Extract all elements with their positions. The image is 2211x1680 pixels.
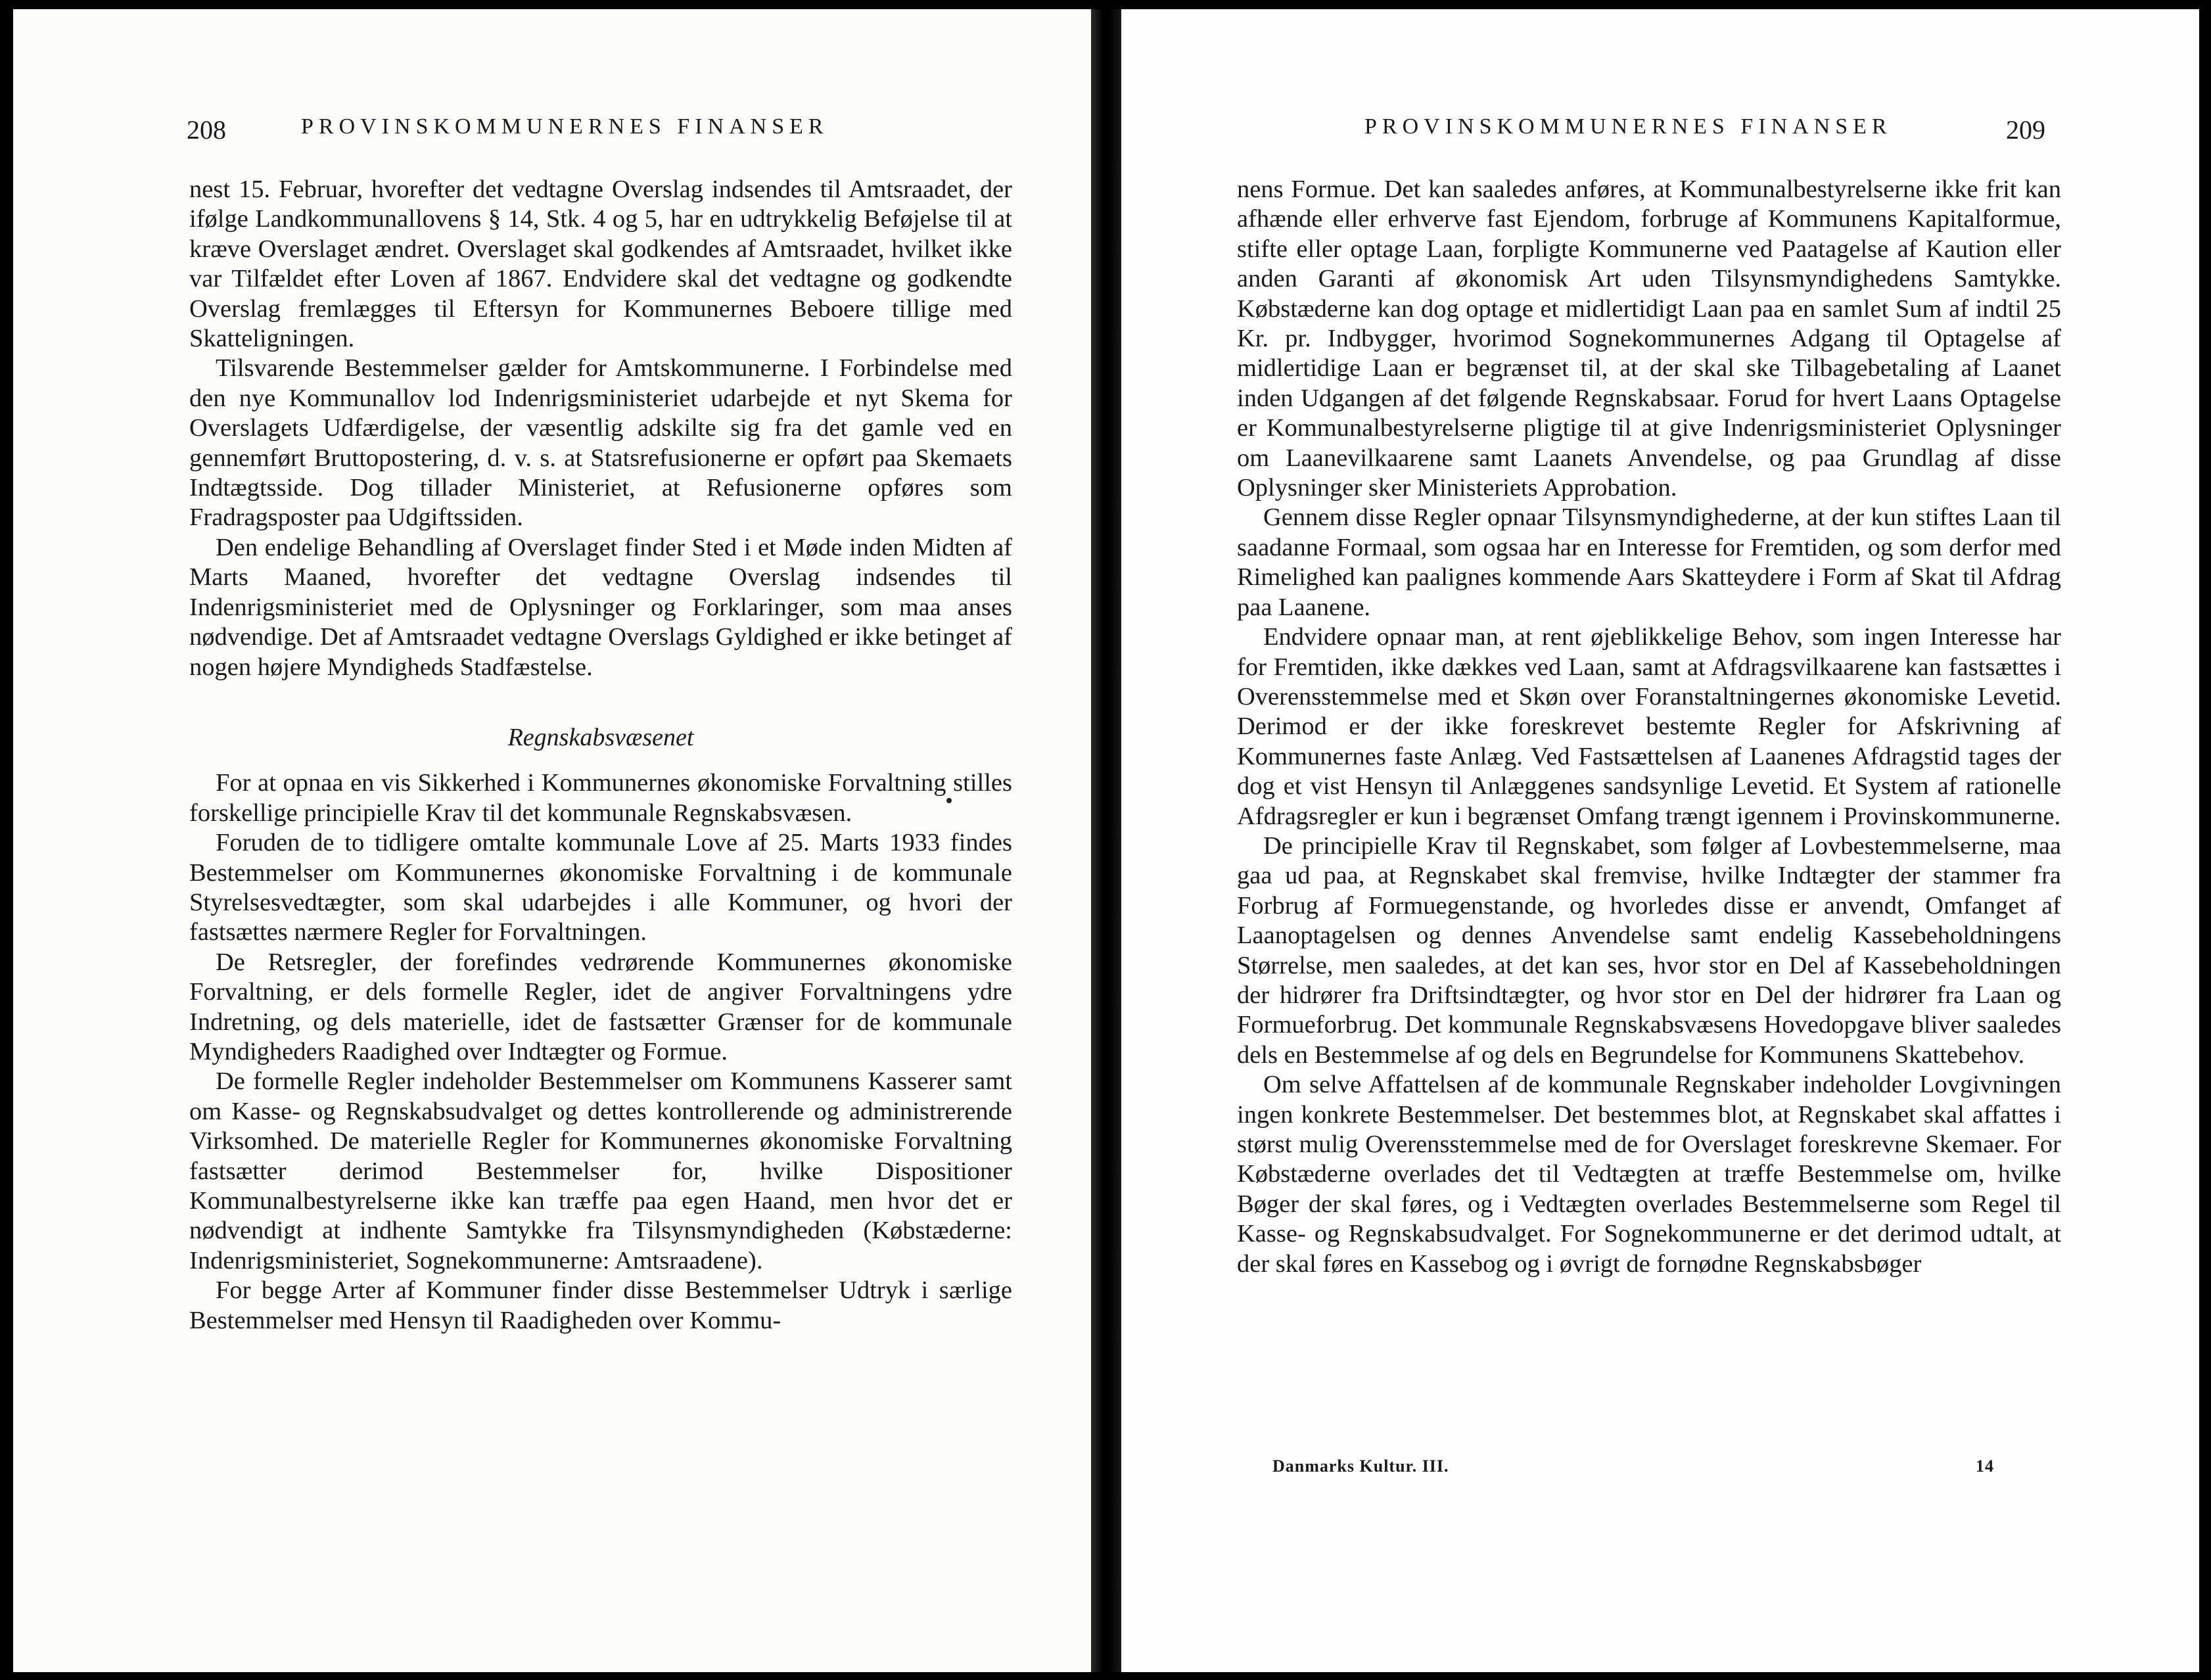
left-page — [13, 9, 1091, 1672]
paragraph: De principielle Krav til Regnskabet, som følger af Lovbestemmelserne, maa gaa ud paa, at Regnskabet skal fremvise, hvilke Indtægter der stammer fra Forbrug af Formuegenstande, og hvorledes disse er anvendt, Omfanget af Laanoptagelsen og dennes Anvendelse samt endelig Kassebeholdningens Størrelse, men saaledes, at det kan ses, hvor stor en Del af Kassebeholdningen der hidrører fra Driftsindtægter, og hvor stor en Del der hidrører fra Laan og Formueforbrug. Det kommunale Regnskabsvæsens Hovedopgave bliver saaledes dels en Bestemmelse af og dels en Begrundelse for Kommunens Skattebehov. — [1237, 831, 2061, 1069]
paragraph: For at opnaa en vis Sikkerhed i Kommunernes økonomiske Forvaltning stilles forskellige principielle Krav til det kommunale Regnskabsvæsen. — [189, 769, 1012, 827]
footer-signature: Danmarks Kultur. III. — [1272, 1457, 1449, 1476]
paragraph: nest 15. Februar, hvorefter det vedtagne Overslag indsendes til Amtsraadet, der ifølge Landkommunallovens § 14, Stk. 4 og 5, har en udtrykkelig Beføjelse til at kræve Overslaget ændret. Overslaget skal godkendes af Amtsraadet, hvilket ikke var Tilfældet efter Loven af 1867. Endvidere skal det vedtagne og godkendte Overslag fremlægges til Eftersyn for Kommunernes Beboere tillige med Skatteligningen. — [189, 175, 1012, 353]
footer-sheet-number: 14 — [1976, 1457, 1994, 1476]
running-head-left: PROVINSKOMMUNERNES FINANSER — [301, 114, 829, 139]
paragraph: De Retsregler, der forefindes vedrørende Kommunernes økonomiske Forvaltning, er dels formelle Regler, idet de angiver Forvaltningens ydre Indretning, og dels materielle, idet de fastsætter Grænser for de kommunale Myndigheders Raadighed over Indtægter og Formue. — [189, 948, 1012, 1065]
paragraph: Om selve Affattelsen af de kommunale Regnskaber indeholder Lovgivningen ingen konkrete Bestemmelser. Det bestemmes blot, at Regnskabet skal affattes i størst mulig Overensstemmelse med de for Overslaget foreskrevne Skemaer. For Købstæderne overlades det til Vedtægten at træffe Bestemmelse om, hvilke Bøger der skal føres, og i Vedtægten overlades Bestemmelserne som Regel til Kasse- og Regnskabsudvalget. For Sognekommunerne er det derimod udtalt, at der skal føres en Kassebog og i øvrigt de fornødne Regnskabsbøger — [1237, 1071, 2061, 1278]
paragraph: nens Formue. Det kan saaledes anføres, at Kommunalbestyrelserne ikke frit kan afhænde eller erhverve fast Ejendom, forbruge af Kommunens Kapitalformue, stifte eller optage Laan, forpligte Kommunerne ved Paatagelse af Kaution eller anden Garanti af økonomisk Art uden Tilsynsmyndighedens Samtykke. Købstæderne kan dog optage et midlertidigt Laan paa en samlet Sum af indtil 25 Kr. pr. Indbygger, hvorimod Sognekommunernes Adgang til Optagelse af midlertidige Laan er begrænset til, at der skal ske Tilbagebetaling af Laanet inden Udgangen af det følgende Regnskabsaar. Forud for hvert Laans Optagelse er Kommunalbestyrelserne pligtige til at give Indenrigsministeriet Oplysninger om Laanevilkaarene samt Laanets Anvendelse, og paa Grundlag af disse Oplysninger sker Ministeriets Approbation. — [1237, 175, 2061, 502]
paragraph: Gennem disse Regler opnaar Tilsynsmyndighederne, at der kun stiftes Laan til saadanne Formaal, som ogsaa har en Interesse for Fremtiden, og som derfor med Rimelighed kan paalignes kommende Aars Skatteydere i Form af Skat til Afdrag paa Laanene. — [1237, 503, 2061, 621]
paragraph: For begge Arter af Kommuner finder disse Bestemmelser Udtryk i særlige Bestemmelser med Hensyn til Raadigheden over Kommu- — [189, 1276, 1012, 1334]
right-page — [1121, 9, 2199, 1672]
running-head-right: PROVINSKOMMUNERNES FINANSER — [1364, 114, 1892, 139]
ink-speck — [946, 798, 952, 803]
paragraph: Foruden de to tidligere omtalte kommunale Love af 25. Marts 1933 findes Bestemmelser om Kommunernes økonomiske Forvaltning i de kommunale Styrelsesvedtægter, som skal udarbejdes i alle Kommuner, og hvori der fastsættes nærmere Regler for Forvaltningen. — [189, 829, 1012, 946]
paragraph: Endvidere opnaar man, at rent øjeblikkelige Behov, som ingen Interesse har for Fremtiden, ikke dækkes ved Laan, samt at Afdragsvilkaarene kan fastsættes i Overensstemmelse med et Skøn over Foranstaltningernes økonomiske Levetid. Derimod er der ikke foreskrevet bestemte Regler for Afskrivning af Kommunernes faste Anlæg. Ved Fastsættelsen af Laanenes Afdragstid tages der dog et vist Hensyn til Anlæggenes sandsynlige Levetid. Et System af rationelle Afdragsregler er kun i begrænset Omfang trængt igennem i Provinskommunerne. — [1237, 623, 2061, 830]
paragraph: Tilsvarende Bestemmelser gælder for Amtskommunerne. I Forbindelse med den nye Kommunallov lod Indenrigsministeriet udarbejde et nyt Skema for Overslagets Udfærdigelse, der væsentlig adskilte sig fra det gamle ved en gennemført Bruttopostering, d. v. s. at Statsrefusionerne er opført paa Skemaets Indtægtsside. Dog tillader Ministeriet, at Refusionerne opføres som Fradragsposter paa Udgiftssiden. — [189, 354, 1012, 532]
right-page-body — [1237, 175, 2061, 1279]
page-number-right: 209 — [2006, 115, 2045, 145]
paragraph: Den endelige Behandling af Overslaget finder Sted i et Møde inden Midten af Marts Maaned, hvorefter det vedtagne Overslag indsendes til Indenrigsministeriet med de Oplysninger og Forklaringer, som maa anses nødvendige. Det af Amtsraadet vedtagne Overslags Gyldighed er ikke betinget af nogen højere Myndigheds Stadfæstelse. — [189, 533, 1012, 681]
paragraph: De formelle Regler indeholder Bestemmelser om Kommunens Kasserer samt om Kasse- og Regnskabsudvalget og dettes kontrollerende og administrerende Virksomhed. De materielle Regler for Kommunernes økonomiske Forvaltning fastsætter derimod Bestemmelser for, hvilke Dispositioner Kommunalbestyrelserne ikke kan træffe paa egen Haand, men hvor det er nødvendigt at indhente Samtykke fra Tilsynsmyndigheden (Købstæderne: Indenrigsministeriet, Sognekommunerne: Amtsraadene). — [189, 1067, 1012, 1274]
left-page-body — [189, 175, 1012, 1336]
section-title: Regnskabsvæsenet — [507, 723, 694, 751]
book-gutter — [1091, 9, 1121, 1672]
page-number-left: 208 — [187, 115, 226, 145]
